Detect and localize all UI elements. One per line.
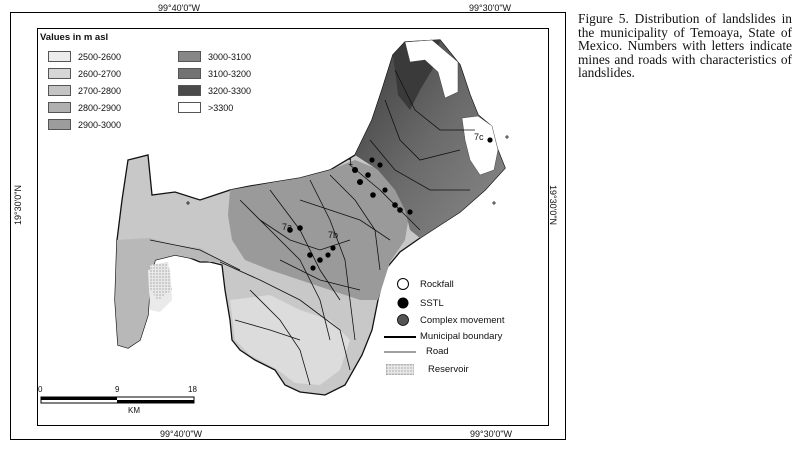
- coord-left-lat: 19°30'0"N: [13, 185, 23, 226]
- coord-bottom-left: 99°40'0"W: [160, 429, 203, 439]
- map-label-7b: 7b: [328, 230, 339, 240]
- scale-tick-9: 9: [115, 385, 120, 394]
- scale-unit: KM: [128, 406, 140, 415]
- complex-movement-icon: [396, 313, 410, 327]
- legend-complex: Complex movement: [396, 313, 504, 327]
- legend-swatch: [178, 85, 201, 96]
- boundary-line-icon: [384, 333, 416, 341]
- legend-class-4: 2800-2900: [48, 102, 121, 113]
- rockfall-icon: [396, 277, 410, 291]
- road-line-icon: [384, 348, 416, 356]
- legend-swatch: [178, 51, 201, 62]
- legend-swatch: [48, 51, 71, 62]
- legend-class-9: >3300: [178, 102, 233, 113]
- legend-road: Road: [384, 346, 449, 357]
- coord-right-lat: 19°30'0"N: [548, 185, 558, 226]
- sstl-icon: [396, 296, 410, 310]
- legend-boundary: Municipal boundary: [384, 331, 502, 342]
- legend-title: Values in m asl: [40, 32, 109, 43]
- coord-bottom-right: 99°30'0"W: [470, 429, 513, 439]
- legend-class-7: 3100-3200: [178, 68, 251, 79]
- legend-rockfall: Rockfall: [396, 277, 454, 291]
- legend-swatch: [178, 102, 201, 113]
- legend-class-8: 3200-3300: [178, 85, 251, 96]
- legend-class-1: 2500-2600: [48, 51, 121, 62]
- reservoir-swatch: [386, 364, 414, 375]
- legend-class-6: 3000-3100: [178, 51, 251, 62]
- scale-tick-18: 18: [188, 385, 197, 394]
- legend-class-3: 2700-2800: [48, 85, 121, 96]
- map-label-7c: 7c: [474, 132, 484, 142]
- map-label-1: 1: [348, 157, 354, 167]
- legend-swatch: [48, 85, 71, 96]
- legend-reservoir: Reservoir: [386, 364, 469, 375]
- scale-bar: [41, 397, 194, 403]
- map-label-7a: 7a: [282, 222, 293, 232]
- legend-swatch: [48, 102, 71, 113]
- scale-tick-0: 0: [38, 385, 43, 394]
- legend-sstl: SSTL: [396, 296, 444, 310]
- legend-class-2: 2600-2700: [48, 68, 121, 79]
- figure-caption: Figure 5. Distribution of landslides in the municipality of Temoaya, State of Mexico. Numbers with letters indicate mines and roads with characteristics of landslides.: [578, 11, 792, 81]
- coord-top-right: 99°30'0"W: [469, 3, 512, 13]
- legend-swatch: [48, 68, 71, 79]
- legend-swatch: [48, 119, 71, 130]
- legend-swatch: [178, 68, 201, 79]
- legend-class-5: 2900-3000: [48, 119, 121, 130]
- coord-top-left: 99°40'0"W: [158, 3, 201, 13]
